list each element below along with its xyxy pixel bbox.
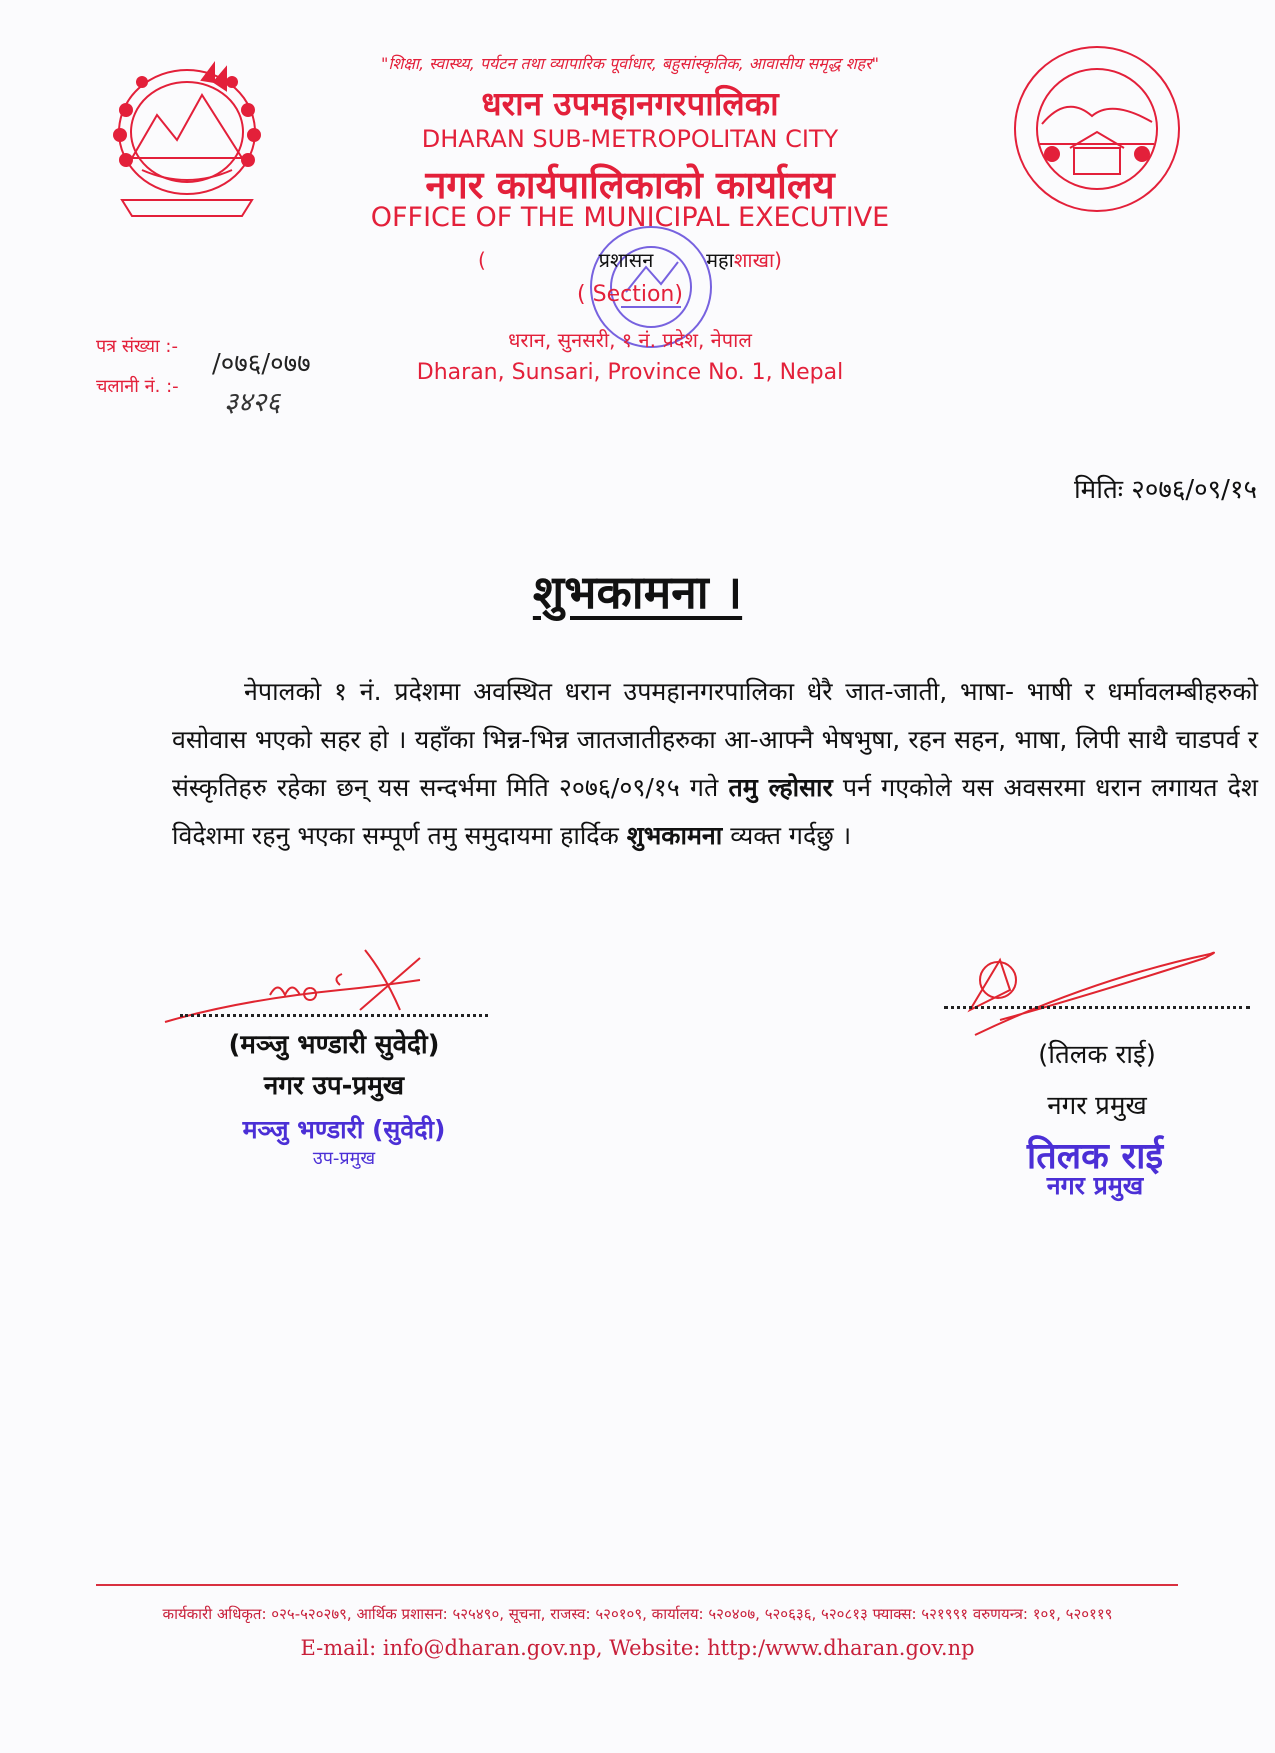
section-close: शाखा) (733, 248, 782, 272)
section-line-nepali (270, 246, 990, 273)
city-emblem (1012, 44, 1182, 214)
chalani-label: चलानी नं. :- (96, 376, 179, 397)
section-maha: महा (706, 248, 734, 272)
stamp-left-title: उप-प्रमुख (312, 1148, 376, 1169)
office-name-english: OFFICE OF THE MUNICIPAL EXECUTIVE (370, 202, 890, 233)
stamp-right-title: नगर प्रमुख (1046, 1171, 1144, 1200)
city-name-nepali: धरान उपमहानगरपालिका (481, 84, 779, 123)
section-name: प्रशासन (598, 248, 654, 272)
signature-line-left (180, 1014, 488, 1017)
signatory-right-title: नगर प्रमुख (1047, 1091, 1147, 1121)
signatory-right-name: (तिलक राई) (1038, 1040, 1156, 1070)
chalani-value: ३४२६ (224, 387, 281, 418)
nepal-emblem (102, 60, 272, 220)
letterhead-motto: "शिक्षा, स्वास्थ्य, पर्यटन तथा व्यापारिक पूर्वाधार, बहुसांस्कृतिक, आवासीय समृद्ध शहर" (380, 54, 880, 73)
address-english: Dharan, Sunsari, Province No. 1, Nepal (416, 360, 844, 385)
footer-contacts: कार्यकारी अधिकृत: ०२५-५२०२७९, आर्थिक प्रशासन: ५२५४९०, सूचना, राजस्व: ५२०१०९, कार्यालय: ५२०४०७, ५२०६३६, ५२०८१३ फ्याक्स: ५२१९९१ वरुणयन्त्र: १०१, ५२०११९ (162, 1605, 1113, 1623)
signatory-left-title: नगर उप-प्रमुख (263, 1071, 405, 1101)
signature-line-right (944, 1006, 1250, 1009)
section-open-paren: ( (478, 248, 486, 272)
stamp-right-name: तिलक राई (1026, 1136, 1164, 1177)
address-nepali: धरान, सुनसरी, १ नं. प्रदेश, नेपाल (508, 328, 752, 352)
section-line-english: ( Section) (577, 282, 683, 307)
letter-heading: शुभकामना । (532, 565, 743, 619)
letter-body: नेपालको १ नं. प्रदेशमा अवस्थित धरान उपमहानगरपालिका धेरै जात-जाती, भाषा- भाषी र धर्मावलम्बीहरुको वसोवास भएको सहर हो । यहाँका भिन्न-भिन्न जातजातीहरुका आ-आफ्नै भेषभुषा, रहन सहन, भाषा, लिपी साथै चाडपर्व र संस्कृतिहरु रहेका छन् यस सन्दर्भमा मिति २०७६/०९/१५ गते तमु ल्होसार पर्न गएकोले यस अवसरमा धरान लगायत देश विदेशमा रहनु भएका सम्पूर्ण तमु समुदायमा हार्दिक शुभकामना व्यक्त गर्दछु । (172, 677, 1259, 850)
footer-divider (96, 1584, 1178, 1586)
patra-sankhya-label: पत्र संख्या :- (96, 336, 178, 357)
city-name-english: DHARAN SUB-METROPOLITAN CITY (421, 125, 839, 153)
signature-right (960, 940, 1220, 1040)
letter-date: मितिः २०७६/०९/१५ (1073, 475, 1257, 505)
office-name-nepali: नगर कार्यपालिकाको कार्यालय (425, 163, 835, 207)
stamp-left-name: मञ्जु भण्डारी (सुवेदी) (242, 1115, 446, 1144)
patra-sankhya-value: /०७६/०७७ (212, 349, 311, 379)
signatory-left-name: (मञ्जु भण्डारी सुवेदी) (228, 1030, 440, 1060)
footer-email-website: E-mail: info@dharan.gov.np, Website: http:/www.dharan.gov.np (300, 1636, 975, 1660)
